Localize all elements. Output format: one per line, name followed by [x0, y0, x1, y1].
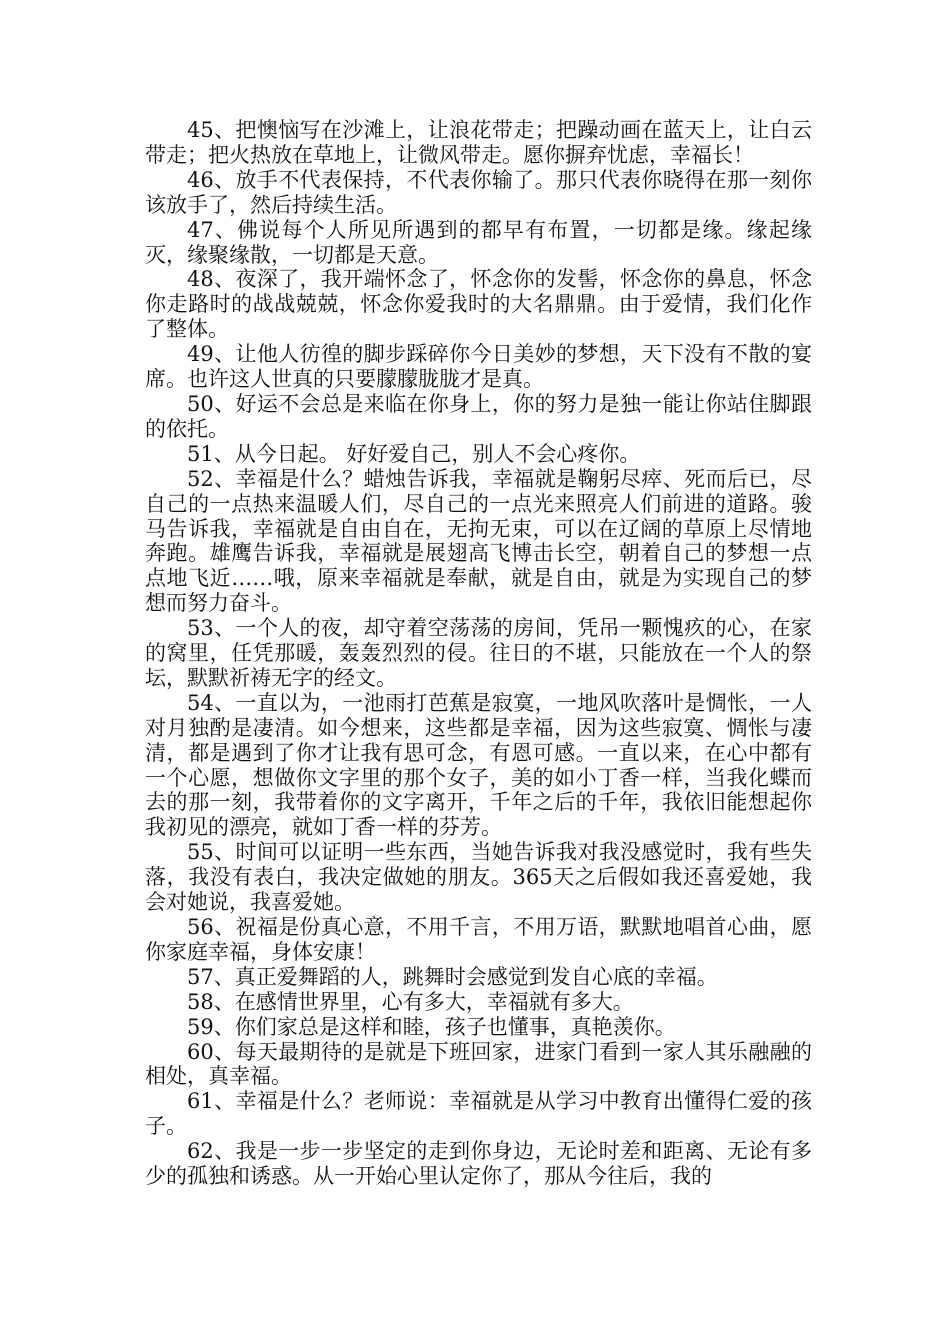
paragraph-61: 61、幸福是什么？老师说：幸福就是从学习中教育出懂得仁爱的孩子。 — [145, 1089, 812, 1139]
paragraph-46: 46、放手不代表保持，不代表你输了。那只代表你晓得在那一刻你该放手了，然后持续生活。 — [145, 167, 812, 217]
paragraph-52: 52、幸福是什么？蜡烛告诉我，幸福就是鞠躬尽瘁、死而后已，尽自己的一点热来温暖人们，尽自己的一点光来照亮人们前进的道路。骏马告诉我，幸福就是自由自在，无拘无束，可以在辽阔的草原上尽情地奔跑。雄鹰告诉我，幸福就是展翅高飞博击长空，朝着自己的梦想一点点地飞近……哦，原来幸福就是奉献，就是自由，就是为实现自己的梦想而努力奋斗。 — [145, 466, 812, 616]
paragraph-60: 60、每天最期待的是就是下班回家，进家门看到一家人其乐融融的相处，真幸福。 — [145, 1039, 812, 1089]
paragraph-49: 49、让他人彷徨的脚步踩碎你今日美妙的梦想，天下没有不散的宴席。也许这人世真的只要朦朦胧胧才是真。 — [145, 342, 812, 392]
paragraph-48: 48、夜深了，我开端怀念了，怀念你的发髻，怀念你的鼻息，怀念你走路时的战战兢兢，怀念你爱我时的大名鼎鼎。由于爱情，我们化作了整体。 — [145, 267, 812, 342]
paragraph-55: 55、时间可以证明一些东西，当她告诉我对我没感觉时，我有些失落，我没有表白，我决定做她的朋友。365天之后假如我还喜爱她，我会对她说，我喜爱她。 — [145, 840, 812, 915]
paragraph-58: 58、在感情世界里，心有多大，幸福就有多大。 — [187, 989, 634, 1014]
paragraph-54: 54、一直以为，一池雨打芭蕉是寂寞，一地风吹落叶是惆怅，一人对月独酌是凄清。如今想来，这些都是幸福，因为这些寂寞、惆怅与凄清，都是遇到了你才让我有思可念，有恩可感。一直以来，在心中都有一个心愿，想做你文字里的那个女子，美的如小丁香一样，当我化蝶而去的那一刻，我带着你的文字离开，千年之后的千年，我依旧能想起你我初见的漂亮，就如丁香一样的芬芳。 — [145, 690, 812, 840]
paragraph-51: 51、从今日起。 好好爱自己，别人不会心疼你。 — [187, 441, 641, 466]
document-page — [145, 118, 812, 1189]
paragraph-45: 45、把懊恼写在沙滩上，让浪花带走；把躁动画在蓝天上，让白云带走；把火热放在草地上，让微风带走。愿你摒弃忧虑，幸福长！ — [145, 118, 812, 167]
paragraph-59: 59、你们家总是这样和睦，孩子也懂事，真艳羡你。 — [187, 1014, 676, 1039]
paragraph-47: 47、佛说每个人所见所遇到的都早有布置，一切都是缘。缘起缘灭，缘聚缘散，一切都是天意。 — [145, 217, 812, 267]
paragraph-57: 57、真正爱舞蹈的人，跳舞时会感觉到发自心底的幸福。 — [187, 964, 718, 989]
paragraph-56: 56、祝福是份真心意，不用千言，不用万语，默默地唱首心曲，愿你家庭幸福，身体安康！ — [145, 915, 812, 964]
paragraph-53: 53、一个人的夜，却守着空荡荡的房间，凭吊一颗愧疚的心，在家的窝里，任凭那暖，轰轰烈烈的侵。往日的不堪，只能放在一个人的祭坛，默默祈祷无字的经文。 — [145, 616, 812, 690]
paragraph-50: 50、好运不会总是来临在你身上，你的努力是独一能让你站住脚跟的依托。 — [145, 391, 812, 441]
paragraph-62: 62、我是一步一步坚定的走到你身边，无论时差和距离、无论有多少的孤独和诱惑。从一开始心里认定你了，那从今往后，我的 — [145, 1139, 812, 1189]
